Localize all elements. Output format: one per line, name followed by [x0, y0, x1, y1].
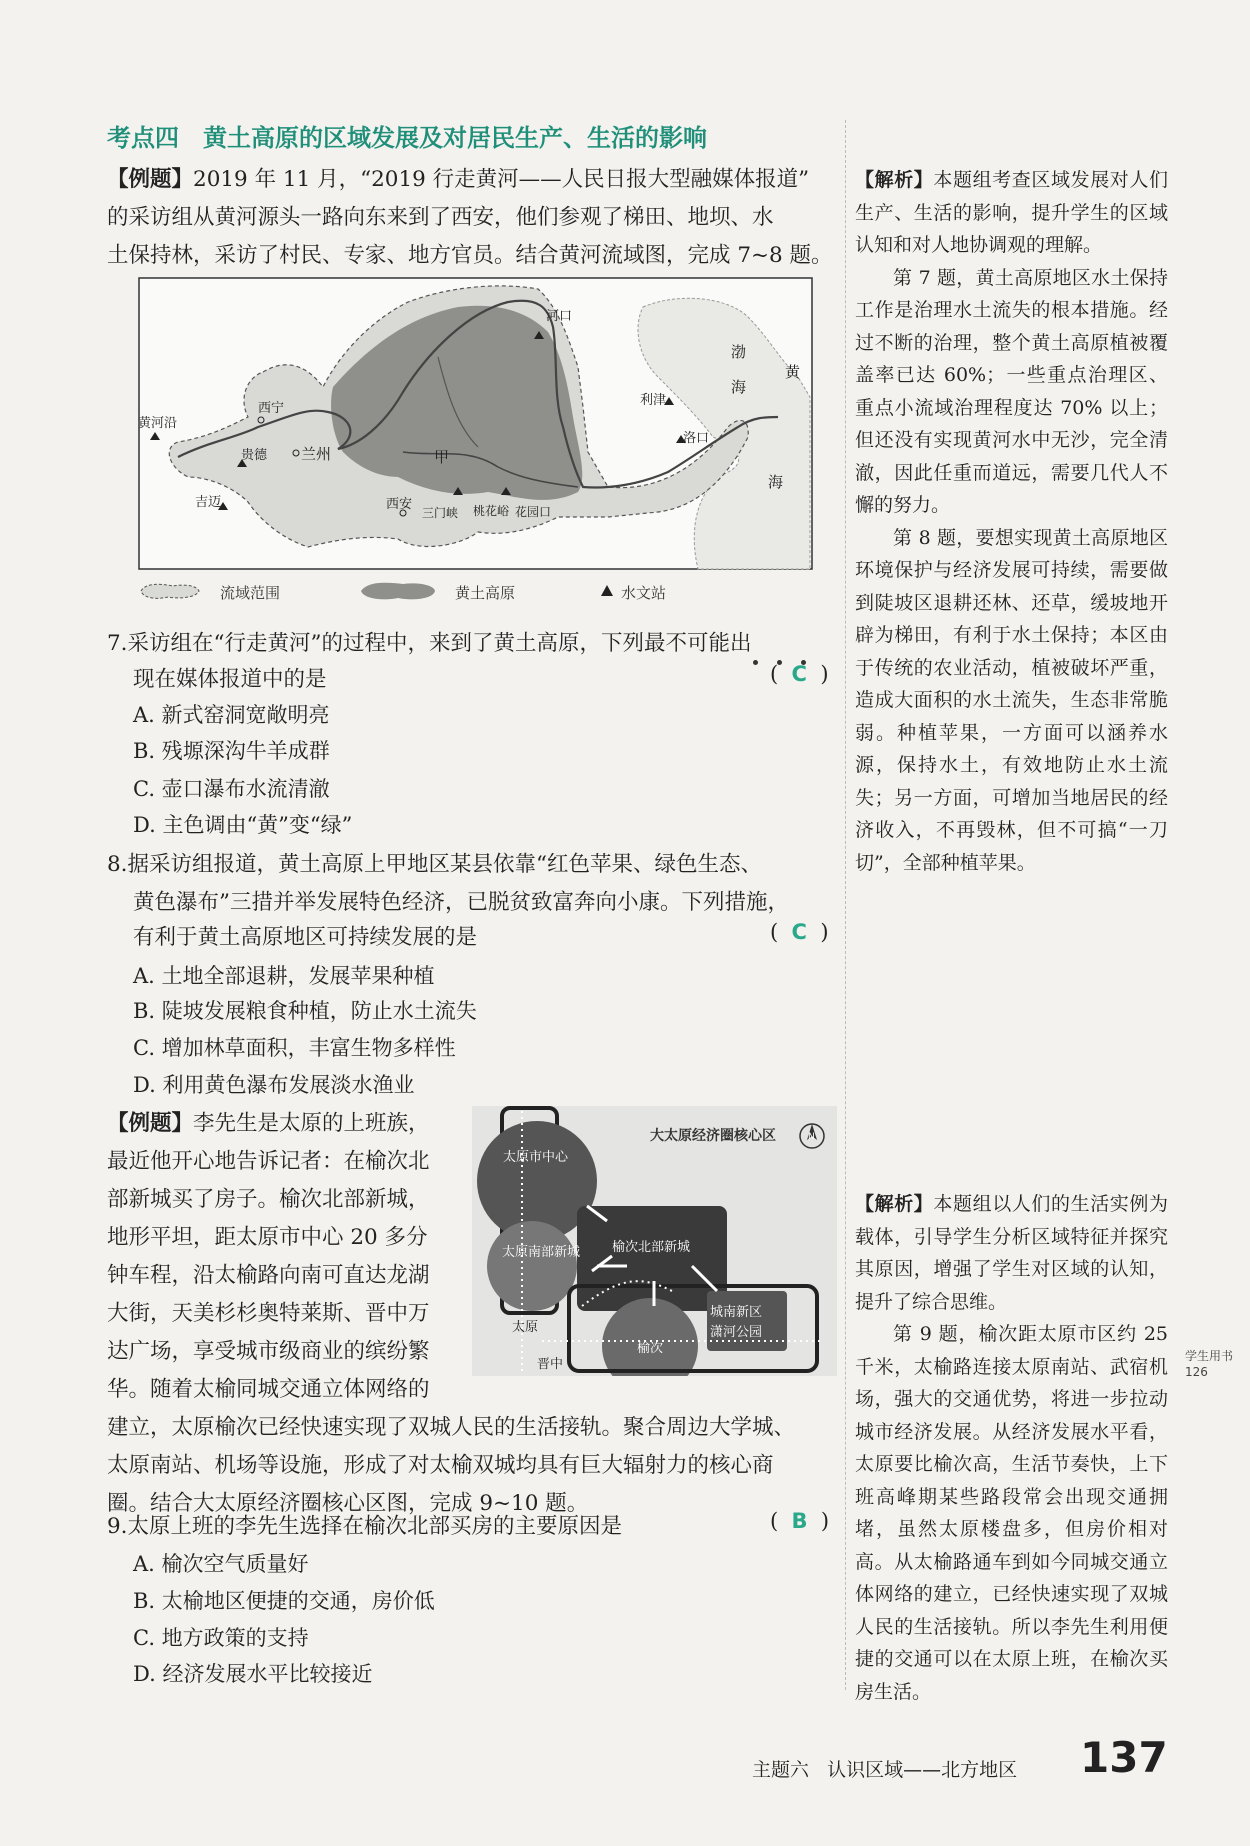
example-line: 达广场，享受城市级商业的缤纷繁	[107, 1339, 430, 1364]
legend-plateau-swatch	[358, 579, 438, 603]
label-xiaohe: 潇河公园	[710, 1325, 763, 1340]
option-8c: C. 增加林草面积，丰富生物多样性	[133, 1036, 456, 1060]
example-line: 部新城买了房子。榆次北部新城，	[107, 1187, 430, 1212]
label-chengnan: 城南新区	[710, 1305, 763, 1320]
option-9d: D. 经济发展水平比较接近	[133, 1662, 373, 1686]
example-line: 最近他开心地告诉记者：在榆次北	[107, 1149, 430, 1174]
label-taiyuan-south: 太原南部新城	[502, 1245, 581, 1260]
legend-plateau-label: 黄土高原	[455, 584, 516, 602]
side-note-page: 126	[1185, 1365, 1208, 1379]
analysis-intro: 本题组考查区域发展对人们生产、生活的影响，提升学生的区域认知和对人地协调观的理解。	[855, 169, 1168, 256]
answer-8: C	[791, 920, 807, 944]
example-line: 的采访组从黄河源头一路向东来到了西安，他们参观了梯田、地坝、水	[107, 205, 774, 230]
footer-chapter	[752, 1755, 1017, 1782]
example-line: 土保持林，采访了村民、专家、地方官员。结合黄河流域图，完成 7~8 题。	[107, 243, 833, 268]
side-note-label: 学生用书	[1185, 1349, 1234, 1363]
option-7d: D. 主色调由“黄”变“绿”	[133, 813, 353, 837]
option-9a: A. 榆次空气质量好	[133, 1552, 309, 1576]
label-taiyuan-center: 太原市中心	[503, 1150, 569, 1165]
analysis-q7: 第 7 题，黄土高原地区水土保持工作是治理水土流失的根本措施。经过不断的治理，整个黄土高原植被覆盖率已达 60%；一些重点治理区、重点小流域治理程度达 70% 以上；但还没有实现黄河水中无沙，完全清澈，因此任重而道远，需要几代人不懈的努力。	[855, 266, 1168, 516]
answer-bracket-8: ( C )	[770, 920, 829, 944]
label-huangheyan: 黄河沿	[138, 416, 178, 431]
answer-bracket-7: ( C )	[770, 662, 829, 686]
label-xining: 西宁	[258, 401, 285, 416]
example-line: 钟车程，沿太榆路向南可直达龙湖	[107, 1263, 430, 1288]
taiyuan-economic-map	[472, 1106, 837, 1376]
label-bo: 渤	[731, 343, 747, 361]
example-line: 圈。结合大太原经济圈核心区图，完成 9~10 题。	[107, 1491, 589, 1516]
label-hekou: 河口	[546, 309, 573, 324]
example-1	[107, 161, 837, 275]
example-tag: 【例题】	[107, 167, 194, 192]
option-8d: D. 利用黄色瀑布发展淡水渔业	[133, 1073, 415, 1097]
svg-text:N: N	[808, 1132, 815, 1142]
option-7a: A. 新式窑洞宽敞明亮	[133, 703, 330, 727]
legend-basin-swatch	[138, 580, 202, 602]
label-huang: 黄	[785, 363, 801, 381]
example-tag: 【例题】	[107, 1111, 194, 1136]
question-number: 8.	[107, 852, 128, 877]
section-number: 考点四	[107, 124, 179, 152]
label-yuci-north: 榆次北部新城	[612, 1240, 691, 1255]
option-8b: B. 陡坡发展粮食种植，防止水土流失	[133, 999, 477, 1023]
label-huayuanyu: 桃花峪	[473, 504, 510, 518]
question-number: 7.	[107, 631, 128, 656]
label-lanzhou: 兰州	[301, 445, 332, 463]
label-hai2: 海	[768, 473, 784, 491]
analysis-q8: 第 8 题，要想实现黄土高原地区环境保护与经济发展可持续，需要做到陡坡区退耕还林、还草，缓坡地开辟为梯田，有利于水土保持；本区由于传统的农业活动，植被破坏严重，造成大面积的水土流失，生态非常脆弱。种植苹果，一方面可以涵养水源，保持水土，有效地防止水土流失；另一方面，可增加当地居民的经济收入，不再毁林，但不可搞“一刀切”，全部种植苹果。	[855, 526, 1168, 874]
label-taiyuan: 太原	[512, 1320, 539, 1335]
question-7	[107, 626, 752, 662]
emphasis-text: 不可能	[665, 631, 731, 656]
example-line: 2019 年 11 月，“2019 行走黄河——人民日报大型融媒体报道”	[193, 167, 810, 192]
footer-chapter-title: 认识区域——北方地区	[827, 1759, 1018, 1781]
option-9c: C. 地方政策的支持	[133, 1626, 309, 1650]
example-line: 地形平坦，距太原市中心 20 多分	[107, 1225, 428, 1250]
question-9	[107, 1509, 622, 1545]
question-text: 太原上班的李先生选择在榆次北部买房的主要原因是	[127, 1514, 623, 1539]
analysis-2	[855, 1188, 1168, 1708]
answer-7: C	[791, 662, 807, 686]
answer-bracket-9: ( B )	[770, 1509, 830, 1533]
side-note	[1185, 1348, 1233, 1380]
label-jimai: 吉迈	[195, 495, 222, 510]
example-line: 李先生是太原的上班族，	[193, 1111, 430, 1136]
label-jinzhong: 晋中	[537, 1357, 564, 1372]
yellow-river-map	[138, 277, 813, 570]
page-number: 137	[1080, 1733, 1168, 1782]
analysis-intro: 本题组以人们的生活实例为载体，引导学生分析区域特征并探究其原因，增强了学生对区域的认知，提升了综合思维。	[855, 1193, 1168, 1313]
option-9b: B. 太榆地区便捷的交通，房价低	[133, 1589, 435, 1613]
legend-station-icon	[600, 583, 616, 599]
label-yuci: 榆次	[637, 1341, 664, 1356]
example-line: 太原南站、机场等设施，形成了对太榆双城均具有巨大辐射力的核心商	[107, 1453, 774, 1478]
analysis-q9: 第 9 题，榆次距太原市区约 25 千米，太榆路连接太原南站、武宿机场，强大的交通优势，将进一步拉动城市经济发展。从经济发展水平看，太原要比榆次高，生活节奏快，上下班高峰期某些路段常会出现交通拥堵，虽然太原楼盘多，但房价相对高。从太榆路通车到如今同城交通立体网络的建立，已经快速实现了双城人民的生活接轨。所以李先生利用便捷的交通可以在太原上班，在榆次买房生活。	[855, 1323, 1168, 1703]
label-xian: 西安	[386, 497, 413, 512]
label-luokou: 洛口	[683, 431, 710, 446]
analysis-1	[855, 164, 1168, 879]
label-lijin: 利津	[640, 393, 667, 408]
label-hai1: 海	[731, 378, 747, 396]
section-heading	[107, 118, 707, 153]
example-line: 建立，太原榆次已经快速实现了双城人民的生活接轨。聚合周边大学城、	[107, 1415, 796, 1440]
option-7c: C. 壶口瀑布水流清澈	[133, 777, 330, 801]
label-jia: 甲	[434, 448, 450, 466]
analysis-tag: 【解析】	[855, 1193, 934, 1215]
section-title: 黄土高原的区域发展及对居民生产、生活的影响	[203, 124, 707, 152]
map-legend	[138, 578, 798, 606]
label-guide: 贵德	[241, 448, 268, 463]
yuci-north-zone	[577, 1206, 727, 1311]
example-line: 大街，天美杉杉奥特莱斯、晋中万	[107, 1301, 430, 1326]
example-line: 华。随着太榆同城交通立体网络的	[107, 1377, 430, 1402]
legend-basin-label: 流域范围	[220, 584, 281, 602]
taiyuan-south-zone	[487, 1221, 577, 1311]
label-sanmenxia: 三门峡	[422, 506, 459, 520]
legend-station-label: 水文站	[621, 584, 667, 602]
question-text-tail: 出	[730, 631, 752, 656]
analysis-tag: 【解析】	[855, 169, 934, 191]
question-8-line3: 有利于黄土高原地区可持续发展的是	[133, 925, 478, 950]
question-text: 据采访组报道，黄土高原上甲地区某县依靠“红色苹果、绿色生态、	[127, 852, 763, 877]
map-title: 大太原经济圈核心区	[650, 1128, 776, 1144]
option-7b: B. 残塬深沟牛羊成群	[133, 739, 330, 763]
column-divider	[845, 120, 846, 1690]
option-8a: A. 土地全部退耕，发展苹果种植	[133, 964, 435, 988]
question-text: 采访组在“行走黄河”的过程中，来到了黄土高原，下列最	[127, 631, 666, 656]
question-8-line2: 黄色瀑布”三措并举发展特色经济，已脱贫致富奔向小康。下列措施，	[133, 890, 789, 915]
answer-9: B	[791, 1509, 808, 1533]
label-huayuankou: 花园口	[515, 505, 552, 519]
question-number: 9.	[107, 1514, 128, 1539]
question-8	[107, 847, 762, 883]
footer-chapter-label: 主题六	[752, 1759, 810, 1781]
question-7-line2: 现在媒体报道中的是	[133, 667, 327, 692]
